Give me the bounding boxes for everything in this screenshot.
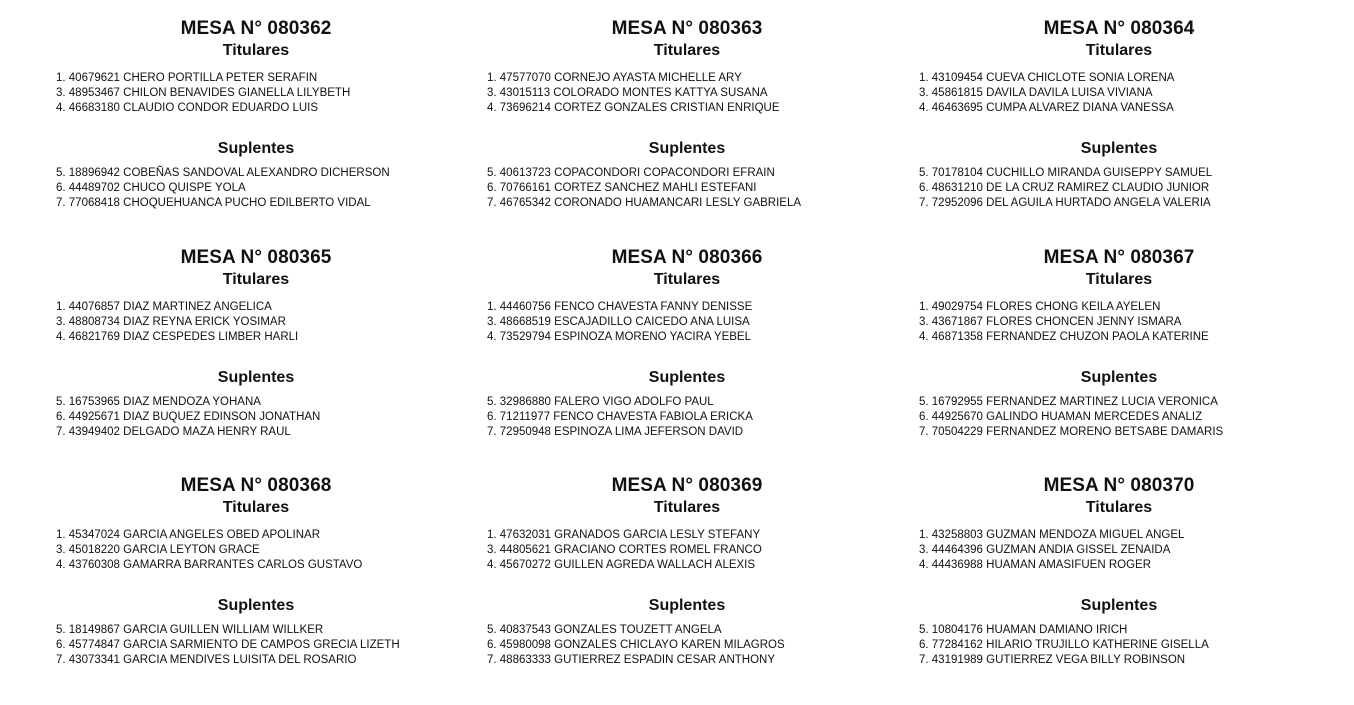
list-item: 6. 45774847 GARCIA SARMIENTO DE CAMPOS GRECIA LIZETH: [56, 639, 400, 652]
list-item: 3. 48953467 CHILON BENAVIDES GIANELLA LILYBETH: [56, 86, 351, 99]
mesa-title: MESA N° 080367: [1043, 247, 1195, 268]
titulares-heading: Titulares: [653, 271, 721, 288]
list-item: 4. 45670272 GUILLEN AGREDA WALLACH ALEXIS: [487, 558, 756, 571]
suplentes-list: [56, 623, 456, 667]
titulares-list: [56, 300, 456, 344]
mesa-block-080368: [56, 476, 456, 668]
list-item: 7. 70504229 FERNANDEZ MORENO BETSABE DAMARIS: [919, 425, 1224, 438]
mesa-block-080366: [487, 248, 887, 440]
mesa-title: MESA N° 080363: [611, 18, 763, 39]
mesa-title: MESA N° 080368: [180, 475, 332, 496]
list-item: 1. 43258803 GUZMAN MENDOZA MIGUEL ANGEL: [919, 529, 1185, 541]
list-item: 5. 18896942 COBEÑAS SANDOVAL ALEXANDRO DICHERSON: [56, 167, 390, 180]
list-item: 4. 43760308 GAMARRA BARRANTES CARLOS GUSTAVO: [56, 558, 363, 571]
list-item: 3. 43671867 FLORES CHONCEN JENNY ISMARA: [919, 315, 1182, 328]
mesa-block-080362: [56, 19, 456, 211]
list-item: 6. 77284162 HILARIO TRUJILLO KATHERINE GISELLA: [919, 639, 1209, 652]
list-item: 1. 45347024 GARCIA ANGELES OBED APOLINAR: [56, 529, 320, 541]
list-item: 3. 44464396 GUZMAN ANDIA GISSEL ZENAIDA: [919, 543, 1171, 556]
list-item: 1. 47577070 CORNEJO AYASTA MICHELLE ARY: [487, 72, 742, 84]
mesa-title: MESA N° 080362: [180, 18, 332, 39]
list-item: 6. 48631210 DE LA CRUZ RAMIREZ CLAUDIO JUNIOR: [919, 182, 1210, 195]
list-item: 1. 43109454 CUEVA CHICLOTE SONIA LORENA: [919, 72, 1175, 84]
titulares-heading: Titulares: [1085, 499, 1153, 516]
list-item: 3. 43015113 COLORADO MONTES KATTYA SUSANA: [487, 86, 768, 99]
list-item: 6. 70766161 CORTEZ SANCHEZ MAHLI ESTEFANI: [487, 182, 757, 195]
suplentes-heading: Suplentes: [1080, 369, 1158, 387]
suplentes-list: [487, 623, 887, 667]
suplentes-heading: Suplentes: [217, 369, 295, 387]
list-item: 1. 49029754 FLORES CHONG KEILA AYELEN: [919, 301, 1161, 313]
mesa-title: MESA N° 080366: [611, 247, 763, 268]
suplentes-list: [487, 166, 887, 210]
list-item: 7. 72950948 ESPINOZA LIMA JEFERSON DAVID: [487, 425, 744, 438]
suplentes-list: [487, 395, 887, 439]
list-item: 3. 45861815 DAVILA DAVILA LUISA VIVIANA: [919, 86, 1153, 99]
list-item: 4. 73529794 ESPINOZA MORENO YACIRA YEBEL: [487, 330, 751, 343]
suplentes-list: [919, 166, 1319, 210]
list-item: 5. 16753965 DIAZ MENDOZA YOHANA: [56, 396, 261, 409]
titulares-heading: Titulares: [1085, 42, 1153, 59]
titulares-list: [487, 71, 887, 115]
mesa-title: MESA N° 080369: [611, 475, 763, 496]
suplentes-heading: Suplentes: [1080, 597, 1158, 615]
list-item: 6. 44925671 DIAZ BUQUEZ EDINSON JONATHAN: [56, 411, 321, 424]
list-item: 5. 40837543 GONZALES TOUZETT ANGELA: [487, 624, 722, 637]
titulares-heading: Titulares: [653, 499, 721, 516]
list-item: 1. 40679621 CHERO PORTILLA PETER SERAFIN: [56, 72, 318, 84]
suplentes-heading: Suplentes: [217, 597, 295, 615]
list-item: 7. 43073341 GARCIA MENDIVES LUISITA DEL ROSARIO: [56, 653, 357, 666]
list-item: 5. 70178104 CUCHILLO MIRANDA GUISEPPY SAMUEL: [919, 167, 1213, 180]
suplentes-heading: Suplentes: [648, 140, 726, 158]
mesa-block-080364: [919, 19, 1319, 211]
titulares-heading: Titulares: [222, 499, 290, 516]
titulares-heading: Titulares: [222, 271, 290, 288]
titulares-heading: Titulares: [222, 42, 290, 59]
list-item: 4. 46683180 CLAUDIO CONDOR EDUARDO LUIS: [56, 101, 319, 114]
titulares-list: [919, 71, 1319, 115]
list-item: 4. 44436988 HUAMAN AMASIFUEN ROGER: [919, 558, 1151, 571]
suplentes-heading: Suplentes: [648, 369, 726, 387]
suplentes-heading: Suplentes: [1080, 140, 1158, 158]
mesa-block-080370: [919, 476, 1319, 668]
list-item: 1. 47632031 GRANADOS GARCIA LESLY STEFANY: [487, 529, 761, 541]
list-item: 7. 77068418 CHOQUEHUANCA PUCHO EDILBERTO VIDAL: [56, 196, 371, 209]
list-item: 5. 18149867 GARCIA GUILLEN WILLIAM WILLKER: [56, 624, 324, 637]
list-item: 6. 44925670 GALINDO HUAMAN MERCEDES ANALIZ: [919, 411, 1203, 424]
suplentes-list: [919, 623, 1319, 667]
suplentes-heading: Suplentes: [217, 140, 295, 158]
list-item: 4. 46463695 CUMPA ALVAREZ DIANA VANESSA: [919, 101, 1174, 114]
list-item: 4. 46871358 FERNANDEZ CHUZON PAOLA KATERINE: [919, 330, 1209, 343]
list-item: 3. 48668519 ESCAJADILLO CAICEDO ANA LUISA: [487, 315, 750, 328]
mesa-block-080363: [487, 19, 887, 211]
list-item: 4. 73696214 CORTEZ GONZALES CRISTIAN ENRIQUE: [487, 101, 780, 114]
mesa-title: MESA N° 080370: [1043, 475, 1195, 496]
mesa-title: MESA N° 080364: [1043, 18, 1195, 39]
list-item: 5. 16792955 FERNANDEZ MARTINEZ LUCIA VERONICA: [919, 396, 1218, 409]
list-item: 7. 72952096 DEL AGUILA HURTADO ANGELA VALERIA: [919, 196, 1211, 209]
suplentes-list: [56, 166, 456, 210]
list-item: 1. 44460756 FENCO CHAVESTA FANNY DENISSE: [487, 301, 753, 313]
titulares-heading: Titulares: [1085, 271, 1153, 288]
list-item: 7. 43949402 DELGADO MAZA HENRY RAUL: [56, 425, 291, 438]
list-item: 3. 48808734 DIAZ REYNA ERICK YOSIMAR: [56, 315, 286, 328]
mesa-block-080367: [919, 248, 1319, 440]
suplentes-heading: Suplentes: [648, 597, 726, 615]
list-item: 3. 45018220 GARCIA LEYTON GRACE: [56, 543, 260, 556]
list-item: 1. 44076857 DIAZ MARTINEZ ANGELICA: [56, 301, 272, 313]
list-item: 3. 44805621 GRACIANO CORTES ROMEL FRANCO: [487, 543, 762, 556]
titulares-list: [919, 528, 1319, 572]
suplentes-list: [919, 395, 1319, 439]
titulares-list: [56, 71, 456, 115]
mesa-block-080369: [487, 476, 887, 668]
titulares-heading: Titulares: [653, 42, 721, 59]
mesa-block-080365: [56, 248, 456, 440]
list-item: 6. 44489702 CHUCO QUISPE YOLA: [56, 182, 246, 195]
list-item: 6. 71211977 FENCO CHAVESTA FABIOLA ERICKA: [487, 411, 753, 424]
suplentes-list: [56, 395, 456, 439]
list-item: 5. 32986880 FALERO VIGO ADOLFO PAUL: [487, 396, 714, 409]
list-item: 5. 40613723 COPACONDORI COPACONDORI EFRAIN: [487, 167, 775, 180]
titulares-list: [919, 300, 1319, 344]
list-item: 5. 10804176 HUAMAN DAMIANO IRICH: [919, 624, 1128, 637]
list-item: 7. 46765342 CORONADO HUAMANCARI LESLY GABRIELA: [487, 196, 802, 209]
titulares-list: [487, 528, 887, 572]
list-item: 4. 46821769 DIAZ CESPEDES LIMBER HARLI: [56, 330, 299, 343]
list-item: 6. 45980098 GONZALES CHICLAYO KAREN MILAGROS: [487, 639, 785, 652]
list-item: 7. 43191989 GUTIERREZ VEGA BILLY ROBINSON: [919, 653, 1186, 666]
list-item: 7. 48863333 GUTIERREZ ESPADIN CESAR ANTHONY: [487, 653, 776, 666]
titulares-list: [56, 528, 456, 572]
titulares-list: [487, 300, 887, 344]
mesa-title: MESA N° 080365: [180, 247, 332, 268]
